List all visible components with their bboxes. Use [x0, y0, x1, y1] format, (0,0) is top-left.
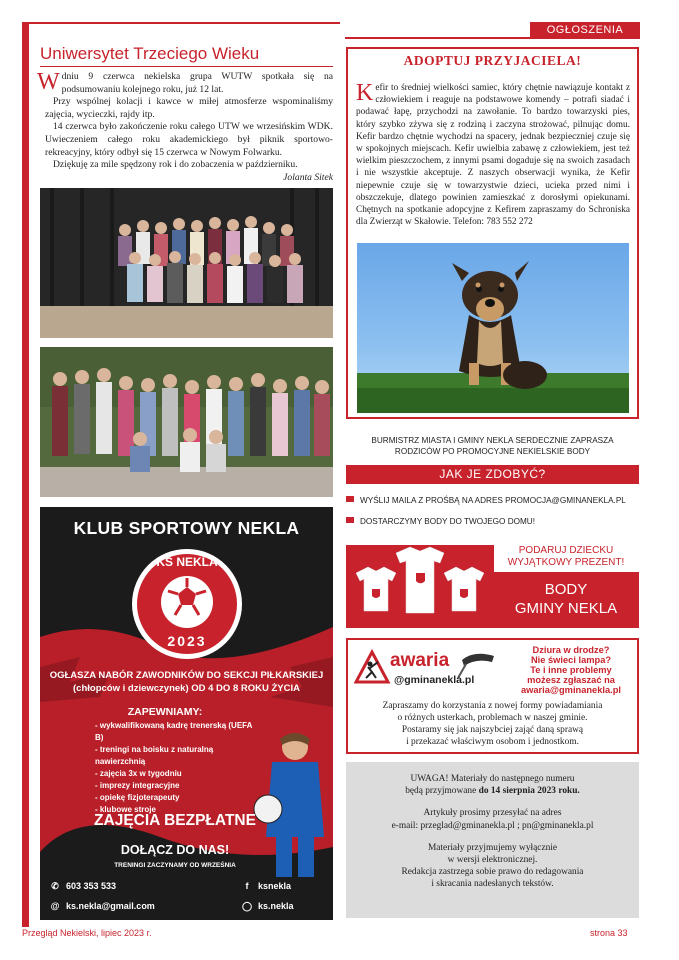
utw-paragraph-3: 14 czerwca było zakończenie roku całego UTW we wrzesińskim WDK. Uwieczeniem całego roku akademickiego był piknik sportowo-rekreacyjny, który odbył się 15 czerwca w Nowym Folwarku. [45, 121, 333, 158]
notice-deadline: do 14 sierpnia 2023 roku. [478, 786, 580, 797]
awaria-email[interactable]: awaria@gminanekla.pl [520, 685, 621, 695]
utw-paragraph-4: Dziękuję za mile spędzony rok i do zobaczenia w październiku. [53, 159, 298, 171]
klub-benefit: - opiekę fizjoterapeuty [95, 793, 180, 802]
body-gminy-banner [493, 572, 639, 628]
klub-benefit: - zajęcia 3x w tygodniu [95, 769, 182, 778]
awaria-text-2: o różnych usterkach, problemach w naszej gminie. [397, 713, 588, 723]
klub-recruitment [40, 670, 333, 695]
adopt-body [356, 82, 630, 228]
body-banner-line-1: BODY [544, 581, 588, 598]
klub-title: KLUB SPORTOWY NEKLA [73, 518, 300, 538]
adopt-dropcap: K [356, 80, 374, 106]
utw-article-body [37, 69, 333, 172]
notice-line-7: Redakcja zastrzega sobie prawo do redagowania [401, 867, 584, 878]
body-banner-line-2: GMINY NEKLA [514, 600, 618, 617]
klub-email-text: ks.nekla@gmail.com [66, 901, 155, 911]
section-tag: OGŁOSZENIA [530, 22, 640, 39]
page-top-rule [22, 22, 340, 24]
awaria-q1: Dziura w drodze? [532, 645, 610, 655]
awaria-logo-domain: @gminanekla.pl [394, 674, 475, 686]
awaria-logo [354, 648, 504, 693]
bullet-square-icon [346, 517, 354, 523]
editorial-notice-text [346, 773, 639, 891]
adopt-title: ADOPTUJ PRZYJACIELA! [403, 53, 582, 68]
klub-benefit: - treningi na boisku z naturalną nawierzchnią [95, 745, 214, 766]
footer-publication: Przegląd Nekielski, lipiec 2023 r. [22, 928, 152, 938]
utw-paragraph-1: dniu 9 czerwca nekielska grupa WUTW spotkała się na podsumowaniu kolejnego roku, już 12 lat. [61, 71, 333, 95]
klub-benefit: - imprezy integracyjne [95, 781, 180, 790]
instagram-icon: ◯ [241, 901, 253, 911]
utw-group-photo-indoor [40, 188, 333, 338]
step-2-text: DOSTARCZYMY BODY DO TWOJEGO DOMU! [360, 517, 535, 526]
klub-free-classes: ZAJĘCIA BEZPŁATNE [94, 812, 256, 829]
notice-line-1: UWAGA! Materiały do następnego numeru [410, 774, 575, 784]
utw-title-underline [40, 66, 333, 67]
utw-dropcap: W [37, 69, 60, 95]
notice-line-2 [346, 785, 639, 797]
notice-line-8: i skracania nadesłanych tekstów. [431, 879, 554, 890]
klub-training-start: TRENINGI ZACZYNAMY OD WRZEŚNIA [114, 862, 236, 869]
ks-logo-top-text: KS NEKLA [156, 555, 218, 569]
notice-line-5: Materiały przyjmujemy wyłącznie [427, 842, 558, 853]
klub-benefit: - klubowe stroje [95, 805, 156, 814]
how-to-get-banner: JAK JE ZDOBYĆ? [346, 465, 639, 484]
klub-instagram-text: ks.nekla [258, 901, 294, 911]
utw-paragraph-2: Przy wspólnej kolacji i kawce w miłej atmosferze wspominaliśmy zajęcia, wycieczki, rajdy itp. [45, 96, 333, 120]
klub-we-provide-heading: ZAPEWNIAMY: [127, 706, 203, 718]
klub-benefit: - wykwalifikowaną kadrę trenerską (UEFA B) [95, 721, 253, 742]
page-left-accent-bar [22, 22, 29, 927]
awaria-text-3: Postaramy się jak najszybciej zająć daną sprawą [401, 725, 584, 735]
klub-join-us: DOŁĄCZ DO NAS! [120, 843, 230, 857]
notice-line-2a: będą przyjmowane [405, 786, 479, 797]
ks-logo-year: 2023 [167, 633, 207, 649]
facebook-icon: f [245, 881, 249, 891]
awaria-q2: Nie świeci lampa? [530, 655, 612, 665]
klub-benefits-list [95, 720, 255, 816]
onesies-image [346, 545, 494, 628]
gift-headline [493, 545, 639, 569]
step-1 [346, 495, 626, 506]
utw-article-title: Uniwersytet Trzeciego Wieku [40, 44, 260, 63]
utw-group-photo-outdoor [40, 347, 333, 497]
klub-recruitment-line-2: (chłopców i dziewczynek) OD 4 DO 8 ROKU ŻYCIA [73, 682, 300, 694]
footer-page-number: strona 33 [590, 928, 628, 938]
step-2 [346, 516, 535, 527]
klub-recruitment-line-1: OGŁASZA NABÓR ZAWODNIKÓW DO SEKCJI PIŁKARSKIEJ [49, 670, 324, 681]
awaria-q3: Te i inne problemy [530, 665, 612, 675]
gift-headline-line-1: PODARUJ DZIECKU [518, 545, 614, 556]
notice-line-6: w wersji elektronicznej. [447, 855, 538, 866]
awaria-text-1: Zapraszamy do korzystania z nowej formy powiadamiania [382, 701, 603, 711]
ks-nekla-logo [130, 547, 244, 661]
body-promo-intro-line-2: RODZICÓW PO PROMOCYJNE NEKIELSKIE BODY [394, 446, 591, 456]
bullet-square-icon [346, 496, 354, 502]
klub-facebook[interactable] [240, 880, 291, 892]
awaria-text-4: i przekazać właściwym osobom i jednostkom. [406, 737, 579, 747]
klub-email[interactable] [48, 900, 155, 912]
adopt-text: efir to średniej wielkości samiec, który chętnie nawiązuje kontakt z człowiekiem i reaguje na podstawowe komendy – potrafi siadać i podawać łapę, przychodzi na zawołanie. To bardzo towarzyski pies, który szybko zżywa się z rodziną i zaczyna strożować, pilnując domu. Kefir bardzo chętnie wychodzi na spacery, jednak bezpieczniej czuje się w spokojnych miejscach. Kefir uwielbia zabawę z człowiekiem, jest też wielkim pieszczochem, z innymi psami dogaduje się na swoich zasadach i nie wszystkie akceptuje. Z naszych obserwacji wynika, że Kefir niepewnie czuje się w towarzystwie dzieci, ucieka przed nimi i obszczekuje, dlatego powinien zamieszkać z dorosłymi opiekunami. Chętnych na spotkanie adopcyjne z Kefirem zapraszamy do Schroniska dla Zwierząt w Skałowie. Telefon: 783 552 272 [356, 83, 630, 228]
body-promo-intro-line-1: BURMISTRZ MIASTA I GMINY NEKLA SERDECZNIE ZAPRASZA [371, 436, 614, 445]
dog-kefir-photo [357, 243, 629, 413]
notice-emails[interactable]: e-mail: przeglad@gminanekla.pl ; pn@gminanekla.pl [391, 820, 594, 831]
klub-instagram[interactable] [240, 900, 294, 912]
klub-phone-text: 603 353 533 [66, 881, 117, 891]
klub-facebook-text: ksnekla [258, 881, 292, 891]
awaria-logo-word: awaria [390, 650, 450, 671]
utw-author: Jolanta Sitek [283, 172, 333, 183]
gift-headline-line-2: WYJĄTKOWY PREZENT! [507, 557, 625, 568]
phone-icon: ✆ [51, 881, 59, 891]
notice-line-3: Artykuły prosimy przesyłać na adres [423, 808, 562, 819]
awaria-description [346, 700, 639, 748]
body-promo-intro [346, 436, 639, 457]
step-1-text: WYŚLIJ MAILA Z PROŚBĄ NA ADRES PROMOCJA@GMINANEKLA.PL [360, 496, 626, 505]
awaria-questions [506, 645, 636, 695]
klub-phone[interactable] [48, 880, 116, 892]
at-sign-icon: @ [50, 901, 60, 911]
awaria-q4: możesz zgłaszać na [527, 675, 615, 685]
